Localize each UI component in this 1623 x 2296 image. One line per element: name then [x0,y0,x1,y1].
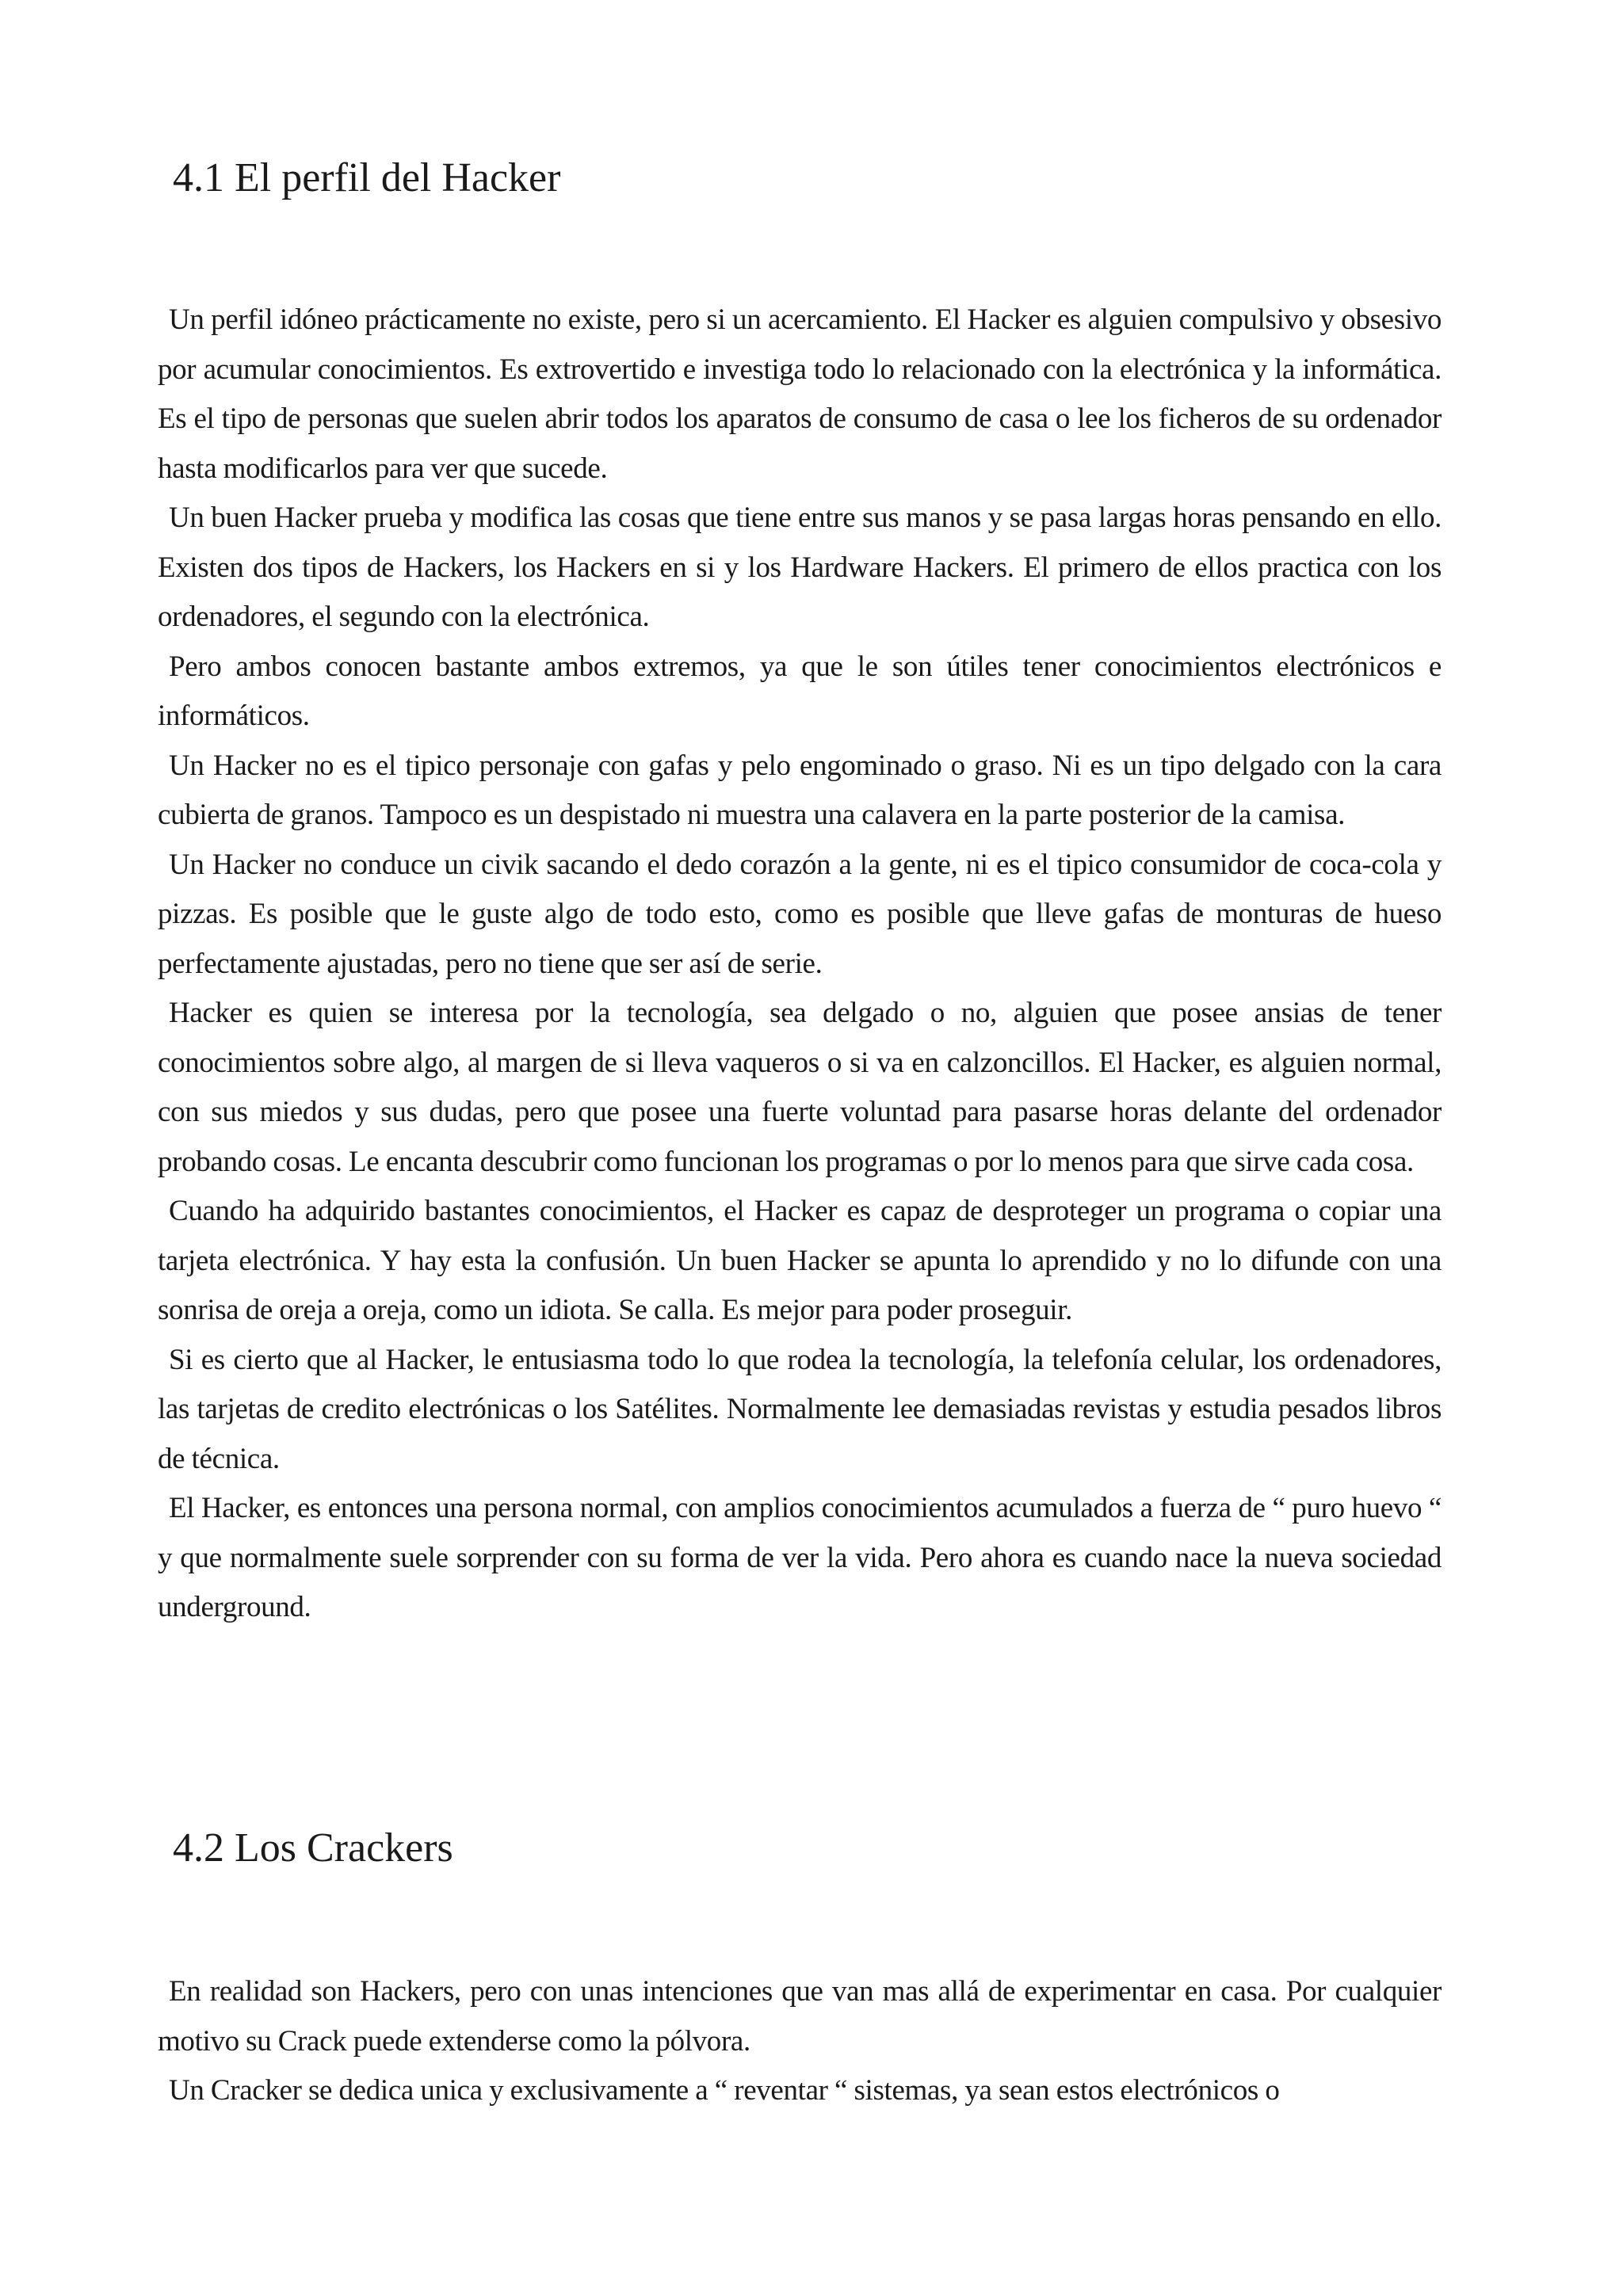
paragraph: El Hacker, es entonces una persona normal, con amplios conocimientos acumulados a fuerza de “ puro huevo “ y que normalmente suele sorprender con su forma de ver la vida. Pero ahora es cuando nace la nueva sociedad underground. [158,1492,1442,1623]
section-body-hacker-profile [158,296,1442,1633]
paragraph: Si es cierto que al Hacker, le entusiasma todo lo que rodea la tecnología, la telefonía celular, los ordenadores, las tarjetas de credito electrónicas o los Satélites. Normalmente lee demasiadas revistas y estudia pesados libros de técnica. [158,1343,1442,1475]
paragraph: Un Hacker no es el tipico personaje con gafas y pelo engominado o graso. Ni es un tipo delgado con la cara cubierta de granos. Tampoco es un despistado ni muestra una calavera en la parte posterior de la camisa. [158,749,1442,831]
paragraph: Hacker es quien se interesa por la tecnología, sea delgado o no, alguien que posee ansias de tener conocimientos sobre algo, al margen de si lleva vaqueros o si va en calzoncillos. El Hacker, es alguien normal, con sus miedos y sus dudas, pero que posee una fuerte voluntad para pasarse horas delante del ordenador probando cosas. Le encanta descubrir como funcionan los programas o por lo menos para que sirve cada cosa. [158,997,1442,1178]
paragraph: En realidad son Hackers, pero con unas intenciones que van mas allá de experimentar en casa. Por cualquier motivo su Crack puede extenderse como la pólvora. [158,1975,1442,2058]
paragraph: Un Cracker se dedica unica y exclusivamente a “ reventar “ sistemas, ya sean estos electrónicos o [169,2074,1280,2107]
paragraph: Un Hacker no conduce un civik sacando el dedo corazón a la gente, ni es el tipico consumidor de coca-cola y pizzas. Es posible que le guste algo de todo esto, como es posible que lleve gafas de monturas de hueso perfectamente ajustadas, pero no tiene que ser así de serie. [158,848,1442,980]
paragraph: Cuando ha adquirido bastantes conocimientos, el Hacker es capaz de desproteger un programa o copiar una tarjeta electrónica. Y hay esta la confusión. Un buen Hacker se apunta lo aprendido y no lo difunde con una sonrisa de oreja a oreja, como un idiota. Se calla. Es mejor para poder proseguir. [158,1195,1442,1326]
paragraph: Un perfil idóneo prácticamente no existe, pero si un acercamiento. El Hacker es alguien compulsivo y obsesivo por acumular conocimientos. Es extrovertido e investiga todo lo relacionado con la electrónica y la informática. Es el tipo de personas que suelen abrir todos los aparatos de consumo de casa o lee los ficheros de su ordenador hasta modificarlos para ver que sucede. [158,303,1442,485]
paragraph: Pero ambos conocen bastante ambos extremos, ya que le son útiles tener conocimientos electrónicos e informáticos. [158,650,1442,732]
section-title-hacker-profile: 4.1 El perfil del Hacker [173,155,561,200]
section-body-crackers [158,1967,1442,2116]
section-title-crackers: 4.2 Los Crackers [173,1825,453,1871]
paragraph: Un buen Hacker prueba y modifica las cosas que tiene entre sus manos y se pasa largas horas pensando en ello. Existen dos tipos de Hackers, los Hackers en si y los Hardware Hackers. El primero de ellos practica con los ordenadores, el segundo con la electrónica. [158,502,1442,633]
